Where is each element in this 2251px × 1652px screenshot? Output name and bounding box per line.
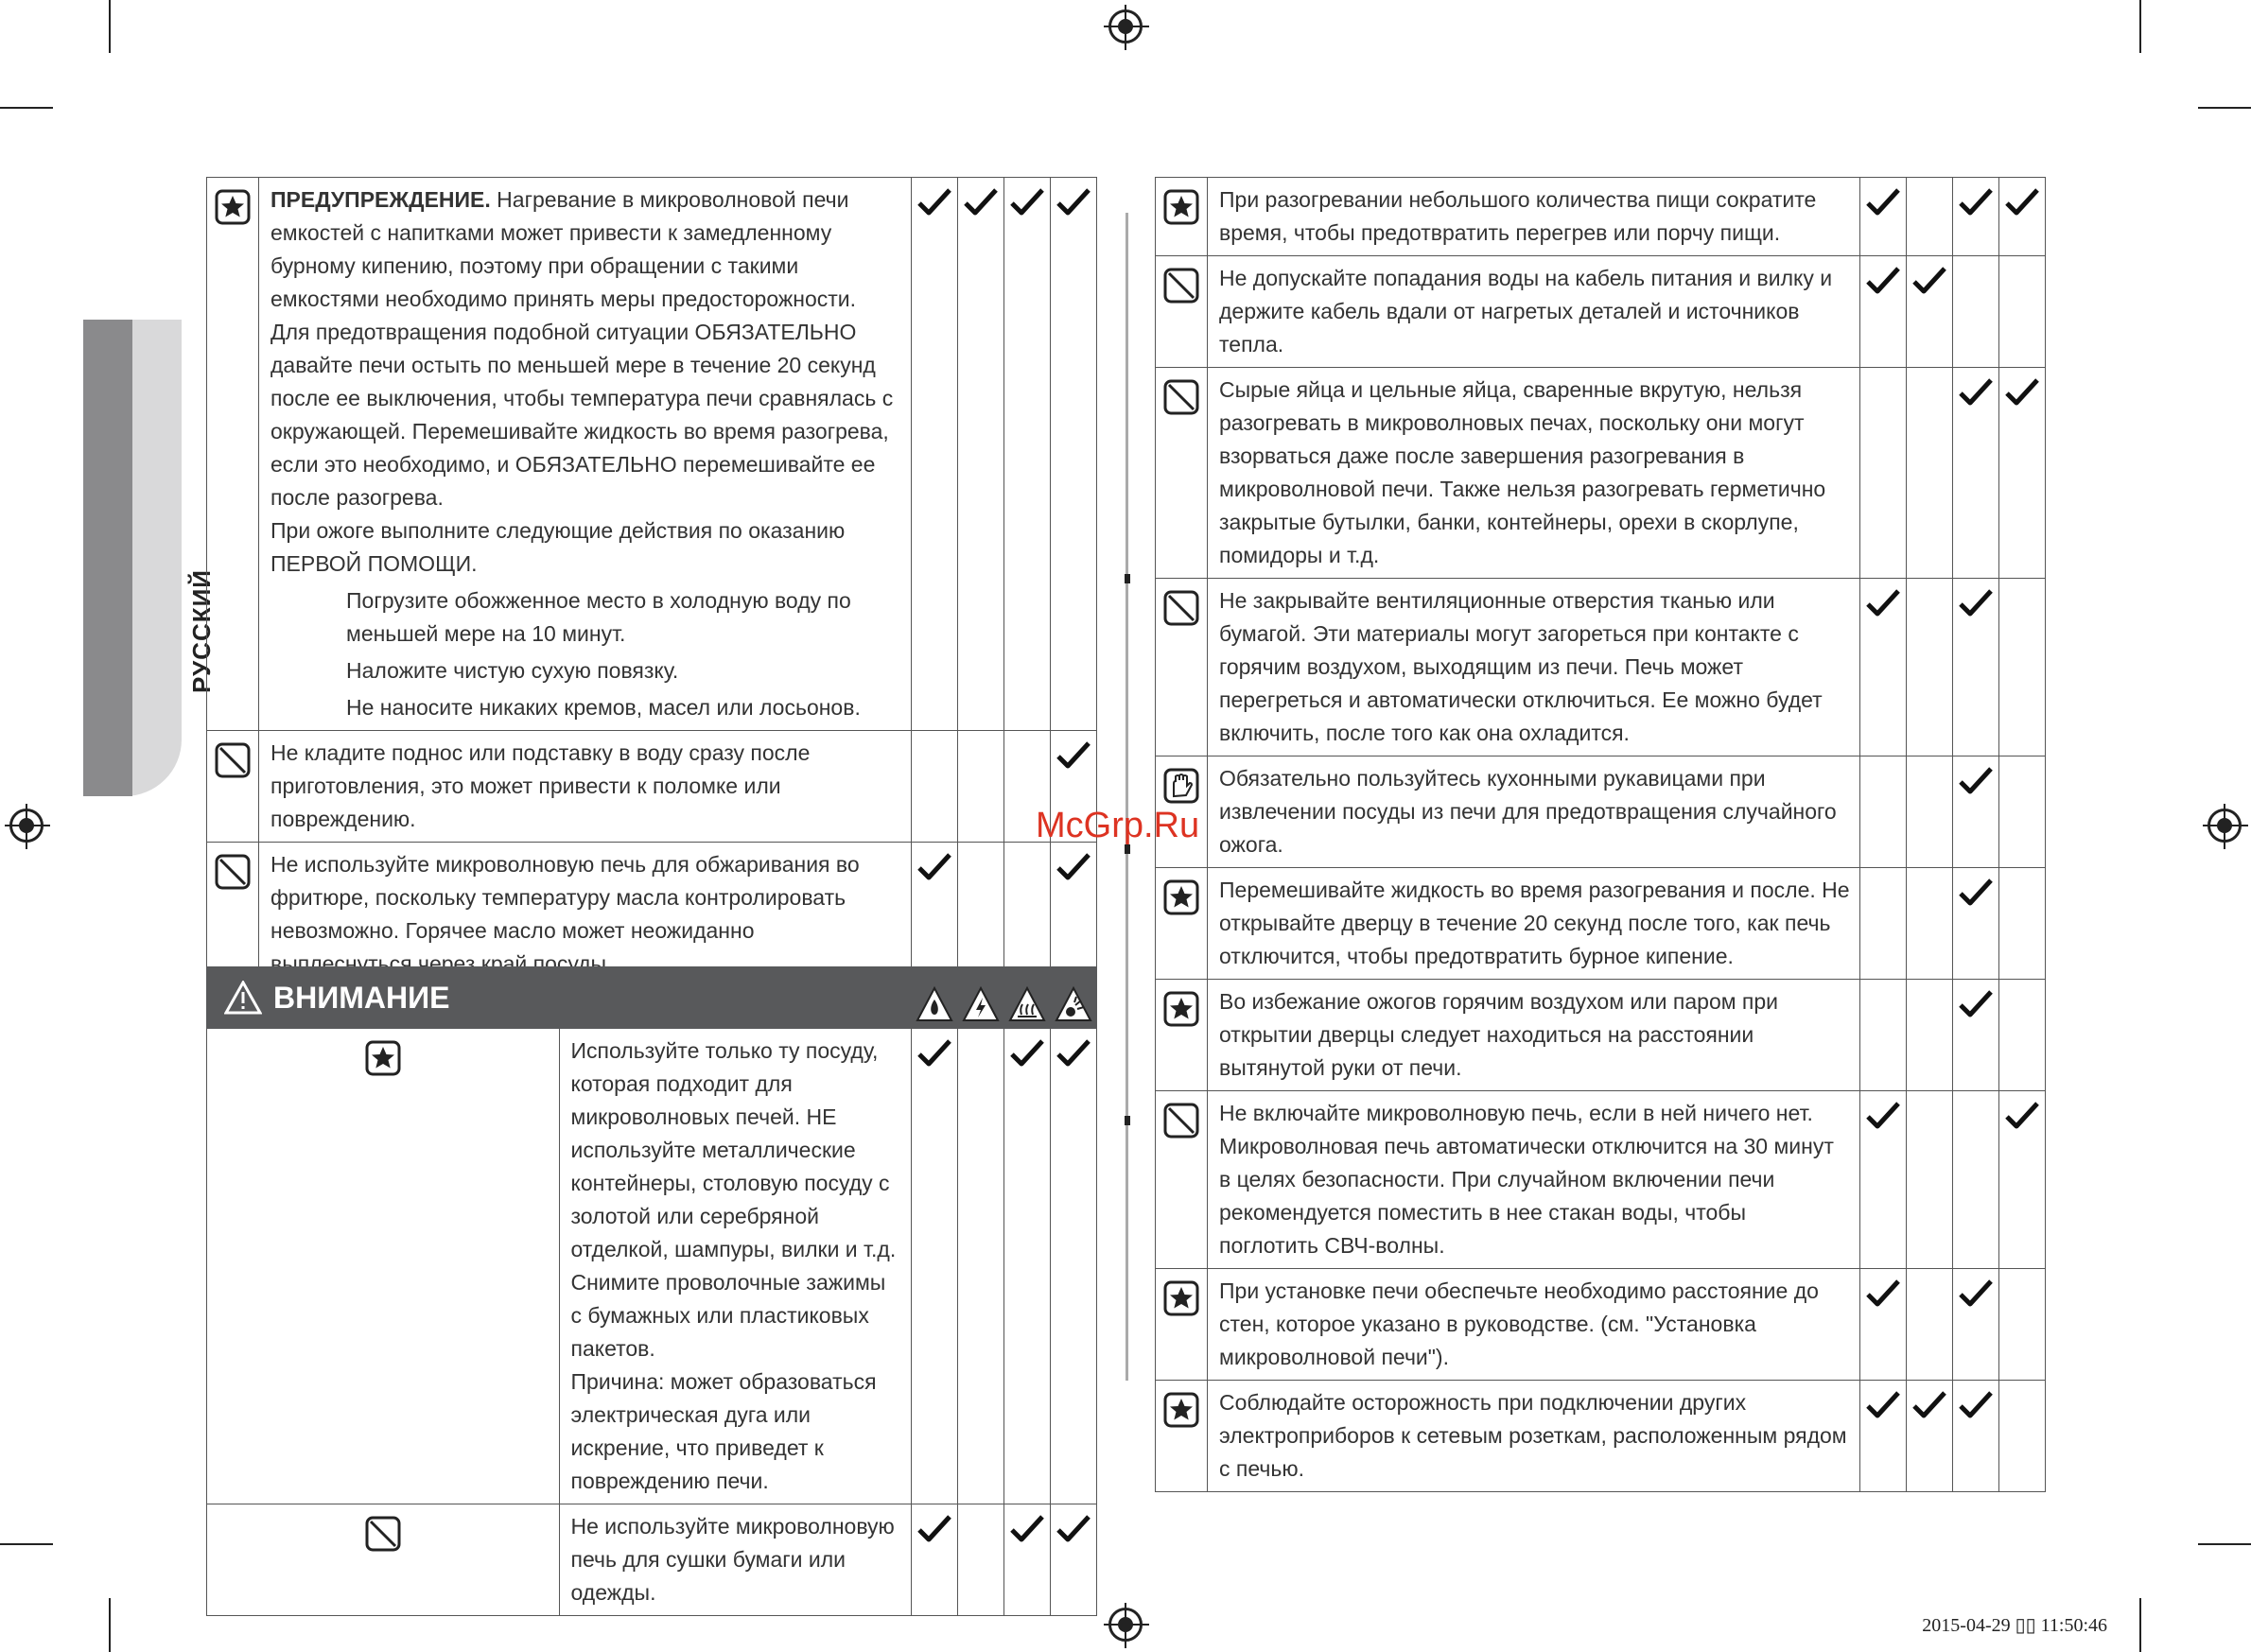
check-cell [1860,1381,1907,1492]
check-cell [1907,868,1953,980]
heat-hazard-icon [1008,977,1046,1027]
star-icon [1163,1392,1199,1433]
check-cell [912,1504,958,1616]
check-cell [1907,256,1953,368]
check-cell [1907,980,1953,1091]
prohibited-icon [1163,268,1199,308]
row-icon-cell [1156,980,1208,1091]
right-caution-table [1155,177,2046,1492]
check-icon [2004,1101,2040,1131]
check-icon [1958,766,1994,796]
check-icon [916,187,952,217]
row-text: Не допускайте попадания воды на кабель питания и вилку и держите кабель вдали от нагретых деталей и источников тепла. [1208,256,1860,368]
check-icon [1865,1390,1901,1420]
check-icon [916,1514,952,1544]
check-icon [1056,1514,1091,1544]
left-caution-table [206,966,1097,1616]
check-cell [1999,756,2046,868]
crop-mark [109,1598,111,1652]
check-icon [916,852,952,882]
check-cell [1860,980,1907,1091]
table-row [1156,1381,2046,1492]
check-cell [1907,368,1953,579]
check-cell [1907,1269,1953,1381]
check-cell [1953,756,1999,868]
check-cell [958,1029,1004,1504]
first-aid-step: Погрузите обожженное место в холодную воду по меньшей мере на 10 минут. [346,588,851,646]
row-text: Не закрывайте вентиляционные отверстия тканью или бумагой. Эти материалы могут загореться при контакте с горячим воздухом, выходящим из печи. Печь может перегреться и автоматически отключиться. Ее можно будет включить, после того как она охладится. [1208,579,1860,756]
check-icon [1958,878,1994,908]
check-icon [1056,852,1091,882]
caution-label: ВНИМАНИЕ [273,981,450,1015]
check-cell [1860,756,1907,868]
check-cell [1051,1504,1097,1616]
table-row [1156,579,2046,756]
check-cell [1999,1269,2046,1381]
check-icon [916,1038,952,1069]
table-row [1156,178,2046,256]
row-icon-cell [207,1029,560,1504]
check-icon [1865,1101,1901,1131]
check-icon [1056,740,1091,771]
check-cell [912,731,958,843]
row-icon-cell [1156,368,1208,579]
check-cell [1953,256,1999,368]
prohibited-icon [215,854,251,895]
check-cell [1999,579,2046,756]
check-cell [1860,1091,1907,1269]
caution-header [207,967,1097,1029]
check-cell [1999,256,2046,368]
watermark: McGrp.Ru [1036,806,1200,845]
footer-date: 2015-04-29 [1922,1615,2011,1636]
row-text: Не используйте микроволновую печь для обжаривания во фритюре, поскольку температуру масла контролировать невозможно. Горячее масло может неожиданно выплеснуться через край посуды. [259,843,912,987]
crop-mark [0,1543,53,1545]
prohibited-icon [1163,1103,1199,1143]
row-text: Сырые яйца и цельные яйца, сваренные вкрутую, нельзя разогревать в микроволновых печах, поскольку они могут взорваться даже после завершения разогревания в микроволновой печи. Также нельзя разогревать герметично закрытые бутылки, банки, контейнеры, орехи в скорлупе, помидоры и т.д. [1208,368,1860,579]
check-cell [1907,1091,1953,1269]
star-icon [365,1040,401,1081]
check-icon [1865,187,1901,217]
table-row [1156,256,2046,368]
check-icon [1056,187,1091,217]
star-icon [215,189,251,230]
hazard-cell [912,967,958,1029]
check-icon [1958,989,1994,1019]
row-text: Не включайте микроволновую печь, если в ней ничего нет. Микроволновая печь автоматически отключится на 30 минут в целях безопасности. При случайном включении печи рекомендуется поместить в нее стакан воды, чтобы поглотить СВЧ-волны. [1208,1091,1860,1269]
language-tab [83,320,216,796]
check-cell [1953,1269,1999,1381]
crop-mark [109,0,111,53]
row-icon-cell [1156,868,1208,980]
check-cell [912,178,958,731]
check-cell [1907,579,1953,756]
table-row [1156,756,2046,868]
check-cell [1860,868,1907,980]
caution-title [207,967,911,1028]
check-cell [1953,1381,1999,1492]
row-text [259,178,912,731]
table-row [207,178,1097,731]
check-cell [1004,843,1051,987]
check-cell [1004,1504,1051,1616]
hazard-cell [958,967,1004,1029]
check-cell [912,1029,958,1504]
prohibited-icon [1163,590,1199,631]
check-cell [1999,868,2046,980]
check-icon [1911,266,1947,296]
check-cell [1860,1269,1907,1381]
row-text: Соблюдайте осторожность при подключении других электроприборов к сетевым розеткам, расположенным рядом с печью. [1208,1381,1860,1492]
check-cell [1860,579,1907,756]
check-icon [1958,377,1994,408]
prohibited-icon [215,742,251,783]
warning-triangle-icon [224,981,262,1015]
check-cell [1953,579,1999,756]
row-icon-cell [1156,178,1208,256]
row-text: При разогревании небольшого количества пищи сократите время, чтобы предотвратить перегрев или порчу пищи. [1208,178,1860,256]
check-cell [958,843,1004,987]
star-icon [1163,1280,1199,1321]
check-cell [1999,980,2046,1091]
divider-mark [1125,574,1130,583]
divider-mark [1125,1116,1130,1125]
check-icon [1958,1278,1994,1309]
check-cell [1953,368,1999,579]
first-aid-intro: При ожоге выполните следующие действия по оказанию ПЕРВОЙ ПОМОЩИ. [270,518,846,576]
row-text: Перемешивайте жидкость во время разогревания и после. Не открывайте дверцу в течение 20 секунд после того, как печь отключится, чтобы предотвратить бурное кипение. [1208,868,1860,980]
crop-mark [2139,0,2141,53]
prohibited-icon [365,1516,401,1556]
check-cell [1953,178,1999,256]
table-row [1156,1269,2046,1381]
explosion-hazard-icon [1055,977,1092,1027]
star-icon [1163,189,1199,230]
row-text: Не используйте микроволновую печь для сушки бумаги или одежды. [559,1504,912,1616]
row-icon-cell [1156,579,1208,756]
check-icon [1958,588,1994,618]
fire-hazard-icon [916,977,953,1027]
table-row [207,731,1097,843]
check-cell [1860,178,1907,256]
check-icon [1911,1390,1947,1420]
crop-mark [2198,1543,2251,1545]
crop-mark [2139,1598,2141,1652]
star-icon [1163,879,1199,920]
language-label: РУССКИЙ [187,569,216,693]
row-icon-cell [207,843,259,987]
check-icon [963,187,999,217]
hazard-cell [1051,967,1097,1029]
check-icon [2004,187,2040,217]
row-icon-cell [207,731,259,843]
first-aid-step: Не наносите никаких кремов, масел или лосьонов. [346,695,861,720]
row-icon-cell [207,178,259,731]
check-icon [1009,1514,1045,1544]
caution-title-cell [207,967,912,1029]
check-cell [1953,980,1999,1091]
check-cell [958,178,1004,731]
registration-mark [2207,809,2242,843]
electric-hazard-icon [962,977,1000,1027]
check-icon [1865,588,1901,618]
check-icon [1958,1390,1994,1420]
check-icon [2004,377,2040,408]
check-cell [958,1504,1004,1616]
left-warning-table [206,177,1097,987]
warning-title: ПРЕДУПРЕЖДЕНИЕ. [270,187,491,212]
check-cell [1907,178,1953,256]
check-cell [1953,1091,1999,1269]
row-text: Используйте только ту посуду, которая подходит для микроволновых печей. НЕ используйте металлические контейнеры, столовую посуду с золотой или серебряной отделкой, шампуры, вилки и т.д. Снимите проволочные зажимы с бумажных или пластиковых пакетов. Причина: может образоваться электрическая дуга или искрение, что приведет к повреждению печи. [559,1029,912,1504]
crop-mark [0,107,53,109]
crop-mark [2198,107,2251,109]
row-text: Обязательно пользуйтесь кухонными рукавицами при извлечении посуды из печи для предотвращения случайного ожога. [1208,756,1860,868]
registration-mark [1108,9,1143,43]
check-icon [1865,1278,1901,1309]
star-icon [1163,991,1199,1032]
check-cell [1860,368,1907,579]
check-icon [1865,266,1901,296]
check-cell [1999,368,2046,579]
check-cell [1051,1029,1097,1504]
row-text: Во избежание ожогов горячим воздухом или паром при открытии дверцы следует находиться на расстоянии вытянутой руки от печи. [1208,980,1860,1091]
check-cell [1004,1029,1051,1504]
check-cell [1953,868,1999,980]
table-row [1156,868,2046,980]
first-aid-step: Наложите чистую сухую повязку. [346,658,679,683]
footer-time: 11:50:46 [2040,1615,2107,1636]
table-row [1156,368,2046,579]
row-icon-cell [1156,256,1208,368]
row-icon-cell [1156,1381,1208,1492]
footer-timestamp [1922,1613,2107,1637]
check-icon [1009,1038,1045,1069]
check-cell [1999,178,2046,256]
warning-text: Нагревание в микроволновой печи емкостей с напитками может привести к замедленному бурному кипению, поэтому при обращении с такими емкостями необходимо принять меры предосторожности. [270,187,857,311]
table-row [207,1029,1097,1504]
hazard-cell [1004,967,1051,1029]
warning-paragraph-2: Для предотвращения подобной ситуации ОБЯЗАТЕЛЬНО давайте печи остыть по меньшей мере в течение 20 секунд после ее выключения, чтобы температура печи сравнялась с окружающей. Перемешивайте жидкость во время разогрева, если это необходимо, и ОБЯЗАТЕЛЬНО перемешивайте ее после разогрева. [270,320,894,510]
check-icon [1056,1038,1091,1069]
footer-glyph: ▯▯ [2015,1615,2036,1636]
glove-icon [1163,768,1199,809]
check-icon [1009,187,1045,217]
table-row [207,843,1097,987]
language-tab-stripe [83,320,132,796]
page-divider [1126,213,1128,1381]
table-row [1156,1091,2046,1269]
table-row [1156,980,2046,1091]
registration-mark [1108,1608,1143,1642]
check-icon [1958,187,1994,217]
check-cell [1907,756,1953,868]
row-icon-cell [207,1504,560,1616]
row-text: При установке печи обеспечьте необходимо расстояние до стен, которое указано в руководстве. (см. "Установка микроволновой печи"). [1208,1269,1860,1381]
check-cell [958,731,1004,843]
check-cell [1907,1381,1953,1492]
row-text: Не кладите поднос или подставку в воду сразу после приготовления, это может привести к поломке или повреждению. [259,731,912,843]
registration-mark [9,809,44,843]
row-icon-cell [1156,1091,1208,1269]
check-cell [912,843,958,987]
row-icon-cell [1156,1269,1208,1381]
check-cell [1999,1091,2046,1269]
check-cell [1860,256,1907,368]
table-row [207,1504,1097,1616]
warning-paragraph [270,183,901,316]
check-cell [1051,178,1097,731]
check-cell [1004,178,1051,731]
check-cell [1999,1381,2046,1492]
prohibited-icon [1163,379,1199,420]
check-cell [1051,843,1097,987]
